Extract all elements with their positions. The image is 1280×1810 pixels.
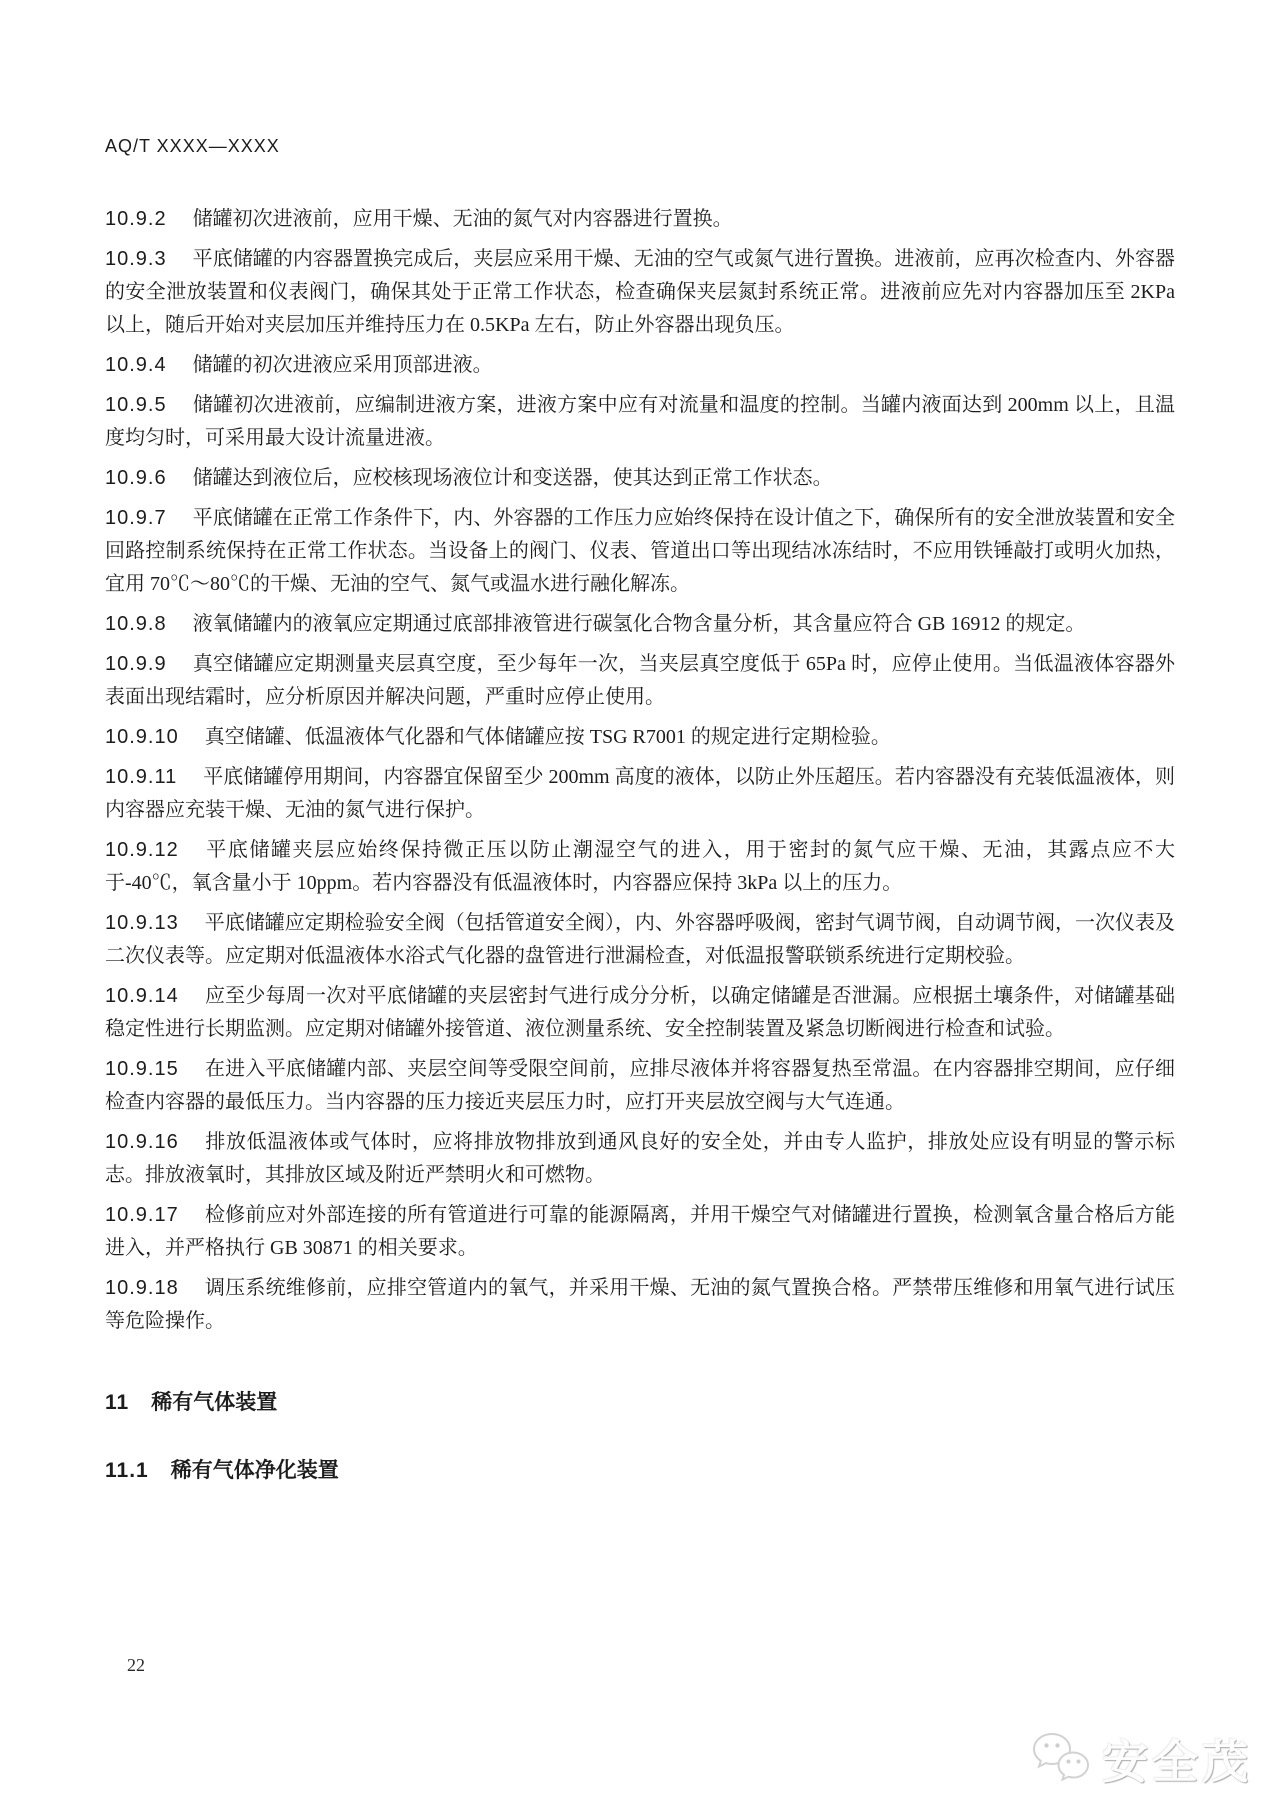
- section-title: 稀有气体装置: [151, 1391, 278, 1414]
- clause-number: 10.9.14: [105, 985, 179, 1007]
- clause-10-9-3: [105, 243, 1175, 342]
- clause-10-9-15: [105, 1053, 1175, 1119]
- clause-text: 在进入平底储罐内部、夹层空间等受限空间前，应排尽液体并将容器复热至常温。在内容器排空期间，应仔细检查内容器的最低压力。当内容器的压力接近夹层压力时，应打开夹层放空阀与大气连通。: [105, 1058, 1175, 1113]
- clause-10-9-17: [105, 1199, 1175, 1265]
- watermark: [1030, 1726, 1252, 1792]
- document-body: [105, 203, 1175, 1484]
- clause-text: 真空储罐应定期测量夹层真空度，至少每年一次，当夹层真空度低于 65Pa 时，应停止使用。当低温液体容器外表面出现结霜时，应分析原因并解决问题，严重时应停止使用。: [105, 653, 1175, 708]
- clause-text: 真空储罐、低温液体气化器和气体储罐应按 TSG R7001 的规定进行定期检验。: [204, 726, 891, 748]
- clause-number: 10.9.12: [105, 839, 179, 861]
- section-heading-11: [105, 1386, 1175, 1416]
- wechat-logo-icon: [1030, 1730, 1092, 1788]
- clause-number: 10.9.13: [105, 912, 179, 934]
- clause-text: 平底储罐夹层应始终保持微正压以防止潮湿空气的进入，用于密封的氮气应干燥、无油，其露点应不大于-40℃，氧含量小于 10ppm。若内容器没有低温液体时，内容器应保持 3kPa 以上的压力。: [105, 839, 1175, 894]
- section-number: 11.1: [105, 1459, 149, 1482]
- clause-10-9-18: [105, 1272, 1175, 1338]
- clause-10-9-7: [105, 502, 1175, 601]
- clause-text: 平底储罐应定期检验安全阀（包括管道安全阀），内、外容器呼吸阀，密封气调节阀，自动调节阀，一次仪表及二次仪表等。应定期对低温液体水浴式气化器的盘管进行泄漏检查，对低温报警联锁系统进行定期校验。: [105, 912, 1175, 967]
- clause-10-9-16: [105, 1126, 1175, 1192]
- clause-10-9-9: [105, 648, 1175, 714]
- clause-number: 10.9.17: [105, 1204, 179, 1226]
- section-heading-11-1: [105, 1454, 1175, 1484]
- clause-number: 10.9.8: [105, 613, 167, 635]
- doc-code: AQ/T XXXX—XXXX: [105, 136, 280, 156]
- clause-10-9-10: [105, 721, 1175, 754]
- clause-number: 10.9.2: [105, 208, 167, 230]
- clause-number: 10.9.9: [105, 653, 167, 675]
- clause-10-9-8: [105, 608, 1175, 641]
- clause-number: 10.9.4: [105, 354, 167, 376]
- clause-number: 10.9.5: [105, 394, 167, 416]
- clause-text: 液氧储罐内的液氧应定期通过底部排液管进行碳氢化合物含量分析，其含量应符合 GB 16912 的规定。: [192, 613, 1086, 635]
- clause-10-9-12: [105, 834, 1175, 900]
- clause-text: 检修前应对外部连接的所有管道进行可靠的能源隔离，并用干燥空气对储罐进行置换，检测氧含量合格后方能进入，并严格执行 GB 30871 的相关要求。: [105, 1204, 1175, 1259]
- clause-10-9-13: [105, 907, 1175, 973]
- clause-text: 调压系统维修前，应排空管道内的氧气，并采用干燥、无油的氮气置换合格。严禁带压维修和用氧气进行试压等危险操作。: [105, 1277, 1175, 1332]
- clause-10-9-14: [105, 980, 1175, 1046]
- clause-text: 应至少每周一次对平底储罐的夹层密封气进行成分分析，以确定储罐是否泄漏。应根据土壤条件，对储罐基础稳定性进行长期监测。应定期对储罐外接管道、液位测量系统、安全控制装置及紧急切断阀进行检查和试验。: [105, 985, 1175, 1040]
- clause-number: 10.9.10: [105, 726, 179, 748]
- clause-number: 10.9.11: [105, 766, 178, 788]
- clause-number: 10.9.18: [105, 1277, 179, 1299]
- clause-number: 10.9.7: [105, 507, 167, 529]
- clause-text: 排放低温液体或气体时，应将排放物排放到通风良好的安全处，并由专人监护，排放处应设有明显的警示标志。排放液氧时，其排放区域及附近严禁明火和可燃物。: [105, 1131, 1175, 1186]
- clause-number: 10.9.16: [105, 1131, 179, 1153]
- clause-text: 平底储罐在正常工作条件下，内、外容器的工作压力应始终保持在设计值之下，确保所有的安全泄放装置和安全回路控制系统保持在正常工作状态。当设备上的阀门、仪表、管道出口等出现结冰冻结时，不应用铁锤敲打或明火加热，宜用 70℃～80℃的干燥、无油的空气、氮气或温水进行融化解冻。: [105, 507, 1175, 595]
- clause-10-9-6: [105, 462, 1175, 495]
- clause-text: 储罐初次进液前，应编制进液方案，进液方案中应有对流量和温度的控制。当罐内液面达到 200mm 以上，且温度均匀时，可采用最大设计流量进液。: [105, 394, 1175, 449]
- clause-text: 平底储罐停用期间，内容器宜保留至少 200mm 高度的液体，以防止外压超压。若内容器没有充装低温液体，则内容器应充装干燥、无油的氮气进行保护。: [105, 766, 1175, 821]
- clause-text: 储罐初次进液前，应用干燥、无油的氮气对内容器进行置换。: [192, 208, 733, 230]
- clause-text: 储罐的初次进液应采用顶部进液。: [192, 354, 493, 376]
- clause-10-9-5: [105, 389, 1175, 455]
- watermark-text: 安全茂: [1102, 1736, 1252, 1788]
- clause-text: 储罐达到液位后，应校核现场液位计和变送器，使其达到正常工作状态。: [192, 467, 833, 489]
- clause-10-9-11: [105, 761, 1175, 827]
- clause-10-9-2: [105, 203, 1175, 236]
- section-title: 稀有气体净化装置: [170, 1459, 339, 1482]
- clause-number: 10.9.15: [105, 1058, 179, 1080]
- clause-number: 10.9.6: [105, 467, 167, 489]
- page-number: 22: [127, 1655, 145, 1675]
- clause-number: 10.9.3: [105, 248, 167, 270]
- clause-10-9-4: [105, 349, 1175, 382]
- section-number: 11: [105, 1391, 130, 1414]
- clause-text: 平底储罐的内容器置换完成后，夹层应采用干燥、无油的空气或氮气进行置换。进液前，应再次检查内、外容器的安全泄放装置和仪表阀门，确保其处于正常工作状态，检查确保夹层氮封系统正常。进液前应先对内容器加压至 2KPa 以上，随后开始对夹层加压并维持压力在 0.5KPa 左右，防止外容器出现负压。: [105, 248, 1175, 336]
